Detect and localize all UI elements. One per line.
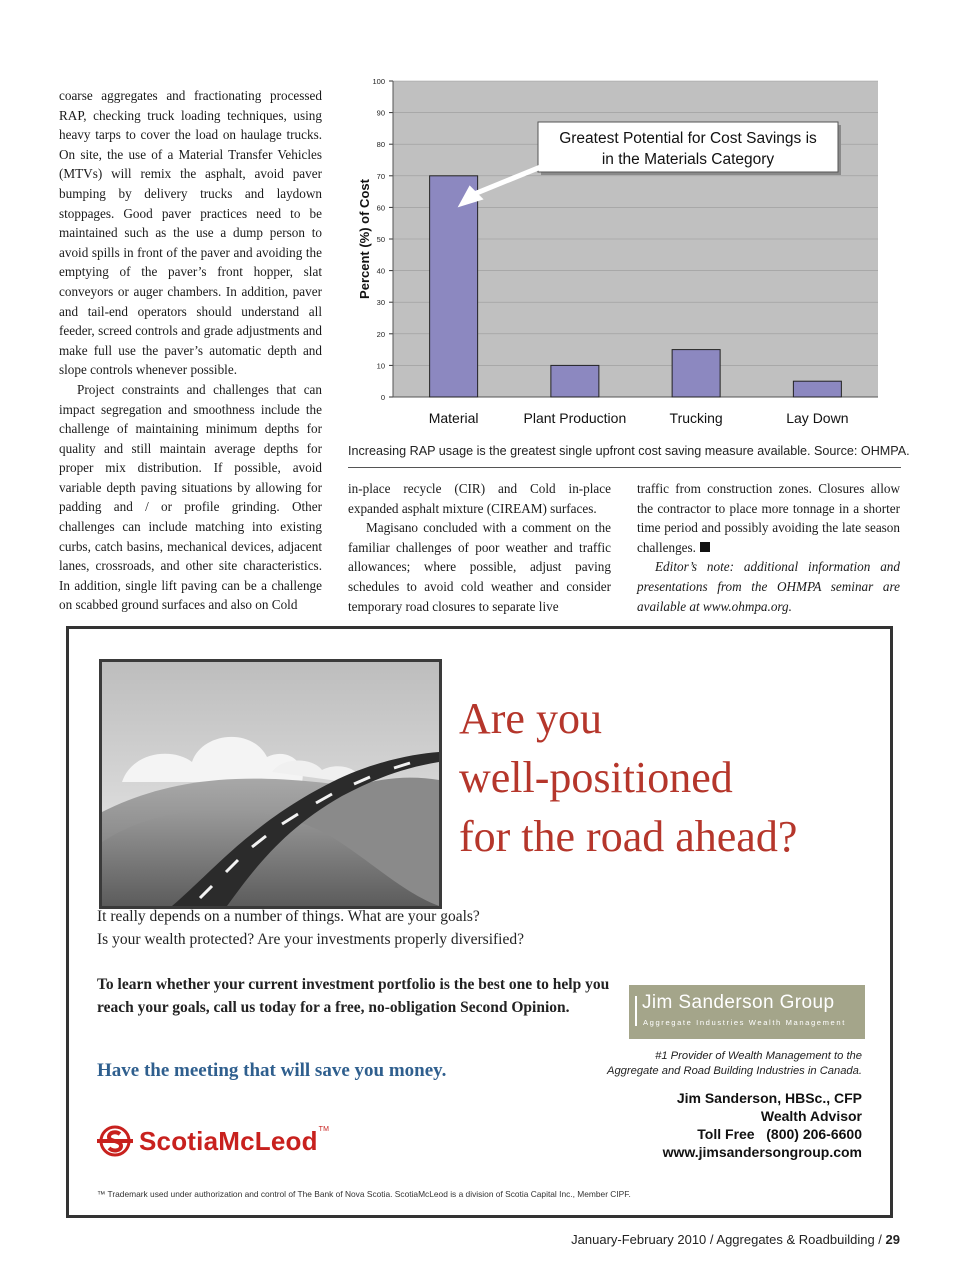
ad-tagline: Have the meeting that will save you money. bbox=[97, 1060, 447, 1081]
logo-name: Jim Sanderson Group bbox=[642, 992, 835, 1013]
y-tick-label: 100 bbox=[372, 77, 385, 86]
body-line: Is your wealth protected? Are your investments properly diversified? bbox=[97, 931, 524, 948]
trademark-mark: TM bbox=[318, 1126, 330, 1133]
y-tick-label: 80 bbox=[376, 140, 385, 150]
brand-name bbox=[139, 1126, 329, 1157]
x-tick-label: Material bbox=[428, 410, 479, 426]
paragraph bbox=[637, 479, 900, 557]
bar bbox=[430, 176, 478, 397]
contact-block bbox=[663, 1089, 862, 1161]
advertisement bbox=[66, 626, 893, 1218]
y-tick-label: 10 bbox=[376, 361, 385, 371]
y-tick-label: 50 bbox=[376, 235, 385, 244]
provider-statement bbox=[562, 1049, 862, 1079]
cost-chart bbox=[348, 70, 910, 465]
editor-note: Editor’s note: additional information and presentations from the OHMPA seminar are available at www.ohmpa.org. bbox=[637, 559, 900, 614]
ad-headline bbox=[459, 689, 879, 866]
y-axis-label: Percent (%) of Cost bbox=[357, 179, 372, 299]
contact-phone: Toll Free (800) 206-6600 bbox=[697, 1126, 862, 1142]
scotiamcleod-logo bbox=[97, 1123, 357, 1163]
jim-sanderson-group-logo bbox=[629, 985, 865, 1039]
x-tick-label: Lay Down bbox=[786, 410, 849, 426]
headline-line: well-positioned bbox=[459, 753, 733, 802]
article-column-left bbox=[59, 86, 322, 615]
contact-title: Wealth Advisor bbox=[760, 1108, 862, 1124]
contact-website[interactable]: www.jimsandersongroup.com bbox=[662, 1144, 862, 1160]
provider-line: Aggregate and Road Building Industries in Canada. bbox=[606, 1065, 862, 1077]
paragraph: Magisano concluded with a comment on the familiar challenges of poor weather and traffic allowances; where possible, adjust paving schedules to avoid cold weather and consider temporary road closures to separate live bbox=[348, 520, 611, 614]
y-tick-label: 30 bbox=[376, 298, 385, 308]
issue-info: January-February 2010 / Aggregates & Roadbuilding / bbox=[571, 1232, 886, 1247]
page-footer bbox=[571, 1232, 900, 1247]
ad-body bbox=[97, 905, 617, 951]
article-column-right bbox=[637, 479, 900, 616]
article-column-middle bbox=[348, 479, 611, 616]
paragraph: in-place recycle (CIR) and Cold in-place expanded asphalt mixture (CIREAM) surfaces. bbox=[348, 481, 611, 516]
y-tick-label: 40 bbox=[376, 266, 385, 276]
logo-subtitle: Aggregate Industries Wealth Management bbox=[643, 1018, 846, 1027]
bar bbox=[551, 365, 599, 397]
x-tick-label: Trucking bbox=[669, 410, 723, 426]
annotation-text: in the Materials Category bbox=[601, 151, 775, 168]
end-mark-icon bbox=[700, 542, 710, 552]
bar-chart bbox=[348, 70, 903, 440]
paragraph: Project constraints and challenges that can impact segregation and smoothness include the challenge of maintaining minimum depths for quality and still maintain average depths for proper mix distribution. If possible, avoid variable depth paving situations by allowing for padding and / or profile grinding. Other challenges can include matching into existing curbs, catch basins, mechanical devices, adjacent lanes, crossroads, and other site characteristics. In addition, single lift paving can be a challenge on scabbed ground surfaces and also on Cold bbox=[59, 381, 322, 613]
provider-line: #1 Provider of Wealth Management to the bbox=[655, 1050, 862, 1062]
chart-caption: Increasing RAP usage is the greatest single upfront cost saving measure available. Source: OHMPA. bbox=[348, 444, 910, 458]
divider bbox=[348, 467, 901, 468]
y-tick-label: 60 bbox=[376, 203, 385, 213]
paragraph: coarse aggregates and fractionating processed RAP, checking truck loading techniques, using heavy tarps to cover the load on haulage trucks. On site, the use of a Material Transfer Vehicles (MTVs) will remix the asphalt, avoid paver bumping by delivery trucks and laydown stoppages. Good paver practices need to be maintained such as the use a dump person to avoid spills in front of the paver and avoiding the emptying of the paver’s front hopper, slat conveyors or auger chambers. In addition, paver and tail-end operators should understand all feeder, screed controls and grade adjustments and make full use the paver’s automatic depth and slope controls whenever possible. bbox=[59, 88, 322, 378]
scotia-s-icon bbox=[97, 1123, 133, 1159]
brand-text: ScotiaMcLeod bbox=[139, 1126, 318, 1156]
page-number: 29 bbox=[885, 1232, 900, 1247]
annotation-text: Greatest Potential for Cost Savings is bbox=[559, 130, 817, 147]
y-tick-label: 70 bbox=[376, 171, 385, 181]
bar bbox=[793, 381, 841, 397]
y-tick-label: 20 bbox=[376, 329, 385, 339]
headline-line: for the road ahead? bbox=[459, 812, 798, 861]
ad-disclaimer: ™ Trademark used under authorization and control of The Bank of Nova Scotia. ScotiaMcLeod is a division of Scotia Capital Inc., Member CIPF. bbox=[97, 1189, 631, 1199]
body-line: It really depends on a number of things. What are your goals? bbox=[97, 908, 480, 925]
road-illustration bbox=[99, 659, 442, 909]
bar bbox=[672, 350, 720, 397]
ad-call-to-action: To learn whether your current investment portfolio is the best one to help you reach your goals, call us today for a free, no-obligation Second Opinion. bbox=[97, 976, 610, 1016]
headline-line: Are you bbox=[459, 694, 602, 743]
y-tick-label: 90 bbox=[376, 108, 385, 118]
x-tick-label: Plant Production bbox=[523, 410, 627, 426]
paragraph-text: traffic from construction zones. Closures allow the contractor to place more tonnage in a shorter time period and possibly avoiding the late season challenges. bbox=[637, 481, 900, 555]
road-hills-icon bbox=[102, 662, 439, 906]
y-tick-label: 0 bbox=[380, 393, 385, 402]
contact-name: Jim Sanderson, HBSc., CFP bbox=[676, 1090, 862, 1106]
logo-bar bbox=[635, 996, 637, 1026]
